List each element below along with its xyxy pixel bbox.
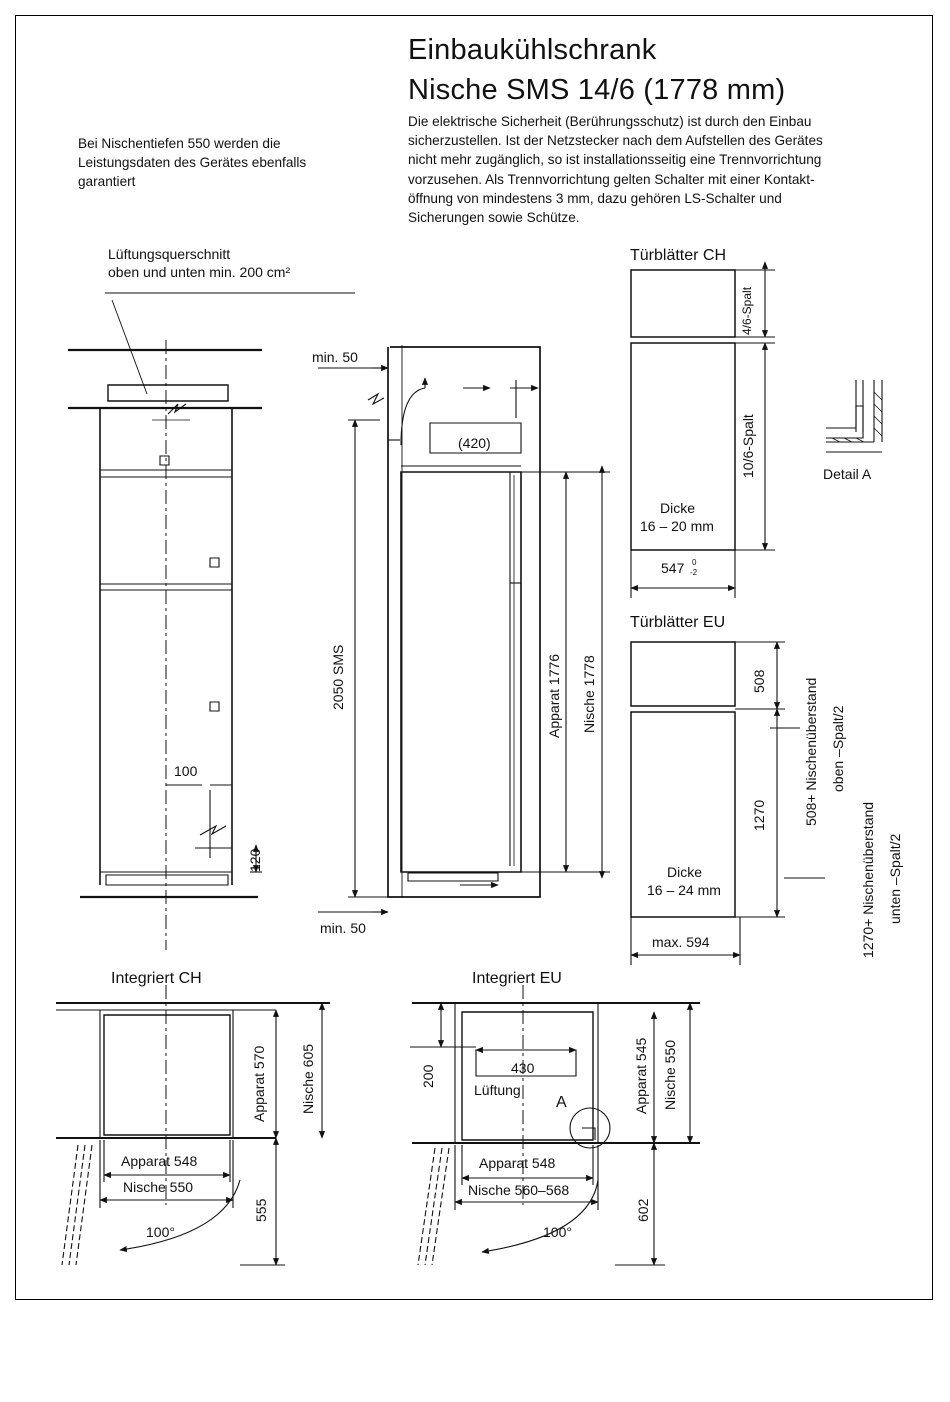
doors-eu-thickness-2: 16 – 24 mm — [647, 882, 721, 898]
dim-120: 120 — [247, 848, 263, 872]
min-50-bottom: min. 50 — [320, 920, 366, 936]
dim-100: 100 — [174, 763, 198, 779]
eu-dim-200: 200 — [420, 1064, 436, 1088]
doors-ch-tol-lower: -2 — [690, 568, 698, 577]
integriert-ch-drawing — [56, 985, 330, 1265]
eu-nische-width: Nische 560–568 — [468, 1182, 570, 1198]
dim-apparat-1776: Apparat 1776 — [546, 653, 562, 738]
eu-nische-depth: Nische 550 — [662, 1039, 678, 1110]
upper-note-1: 508+ Nischenüberstand — [803, 677, 819, 826]
lower-note-2: unten –Spalt/2 — [887, 833, 903, 924]
dim-508: 508 — [751, 669, 767, 693]
gap-4-6: 4/6-Spalt — [740, 286, 754, 335]
title-line-2: Nische SMS 14/6 (1778 mm) — [408, 74, 786, 106]
ch-apparat-depth: Apparat 570 — [251, 1045, 267, 1122]
eu-apparat-width: Apparat 548 — [479, 1155, 556, 1171]
doors-eu-drawing — [631, 642, 825, 965]
doors-eu-title: Türblätter EU — [630, 614, 726, 631]
side-view-drawing — [318, 345, 610, 912]
note-line: Leistungsdaten des Gerätes ebenfalls — [78, 155, 307, 171]
doors-ch-thickness-2: 16 – 20 mm — [640, 518, 714, 534]
ch-nische-width: Nische 550 — [123, 1179, 194, 1195]
doors-ch-width: 547 — [661, 560, 685, 576]
upper-note-2: oben –Spalt/2 — [830, 705, 846, 792]
eu-apparat-depth: Apparat 545 — [633, 1037, 649, 1114]
note-line: Bei Nischentiefen 550 werden die — [78, 136, 281, 151]
depth-note — [78, 134, 378, 192]
dim-420: (420) — [458, 435, 491, 451]
integriert-eu-drawing — [410, 985, 700, 1265]
eu-dim-430: 430 — [511, 1060, 535, 1076]
description-line: Sicherungen sowie Schütze. — [408, 210, 580, 226]
doors-eu-thickness-1: Dicke — [667, 864, 703, 880]
doors-ch-title: Türblätter CH — [630, 247, 727, 264]
min-50-top: min. 50 — [312, 349, 358, 365]
description-line: sicherzustellen. Ist der Netzstecker nach dem Aufstellen des Gerätes — [408, 133, 823, 149]
front-view-drawing — [68, 293, 355, 950]
ch-angle: 100° — [146, 1224, 175, 1240]
gap-10-6: 10/6-Spalt — [740, 414, 756, 478]
ventilation-label-1: Lüftungsquerschnitt — [108, 246, 231, 262]
note-line: garantiert — [78, 174, 136, 190]
doors-eu-max-width: max. 594 — [652, 934, 710, 950]
integriert-eu-title: Integriert EU — [472, 970, 562, 987]
description-line: vorzusehen. Als Trennvorrichtung gelten Schalter mit einer Kontakt- — [408, 171, 815, 187]
ch-nische-depth: Nische 605 — [300, 1043, 316, 1114]
integriert-ch-title: Integriert CH — [111, 970, 202, 987]
description-line: öffnung von mindestens 3 mm, dazu gehören LS-Schalter und — [408, 190, 782, 206]
ch-clearance: 555 — [253, 1198, 269, 1222]
ch-apparat-width: Apparat 548 — [121, 1153, 198, 1169]
ventilation-label-2: oben und unten min. 200 cm² — [108, 264, 291, 280]
dim-nische-1778: Nische 1778 — [581, 655, 597, 733]
detail-a-label: Detail A — [823, 466, 872, 482]
doors-ch-thickness-1: Dicke — [660, 500, 696, 516]
doors-ch-tol-upper: 0 — [692, 558, 697, 567]
detail-a-drawing — [826, 380, 882, 452]
title-line-1: Einbaukühlschrank — [408, 34, 657, 66]
eu-mark-a: A — [556, 1094, 567, 1111]
eu-clearance: 602 — [635, 1198, 651, 1222]
dim-1270: 1270 — [751, 799, 767, 831]
eu-lueftung: Lüftung — [474, 1082, 521, 1098]
eu-angle: 100° — [543, 1224, 572, 1240]
lower-note-1: 1270+ Nischenüberstand — [860, 801, 876, 958]
description-line: Die elektrische Sicherheit (Berührungsschutz) ist durch den Einbau — [408, 114, 812, 129]
description-line: nicht mehr zugänglich, so ist installationsseitig eine Trennvorrichtung — [408, 152, 822, 168]
dim-2050-sms: 2050 SMS — [330, 644, 346, 710]
description-paragraph — [408, 112, 898, 227]
